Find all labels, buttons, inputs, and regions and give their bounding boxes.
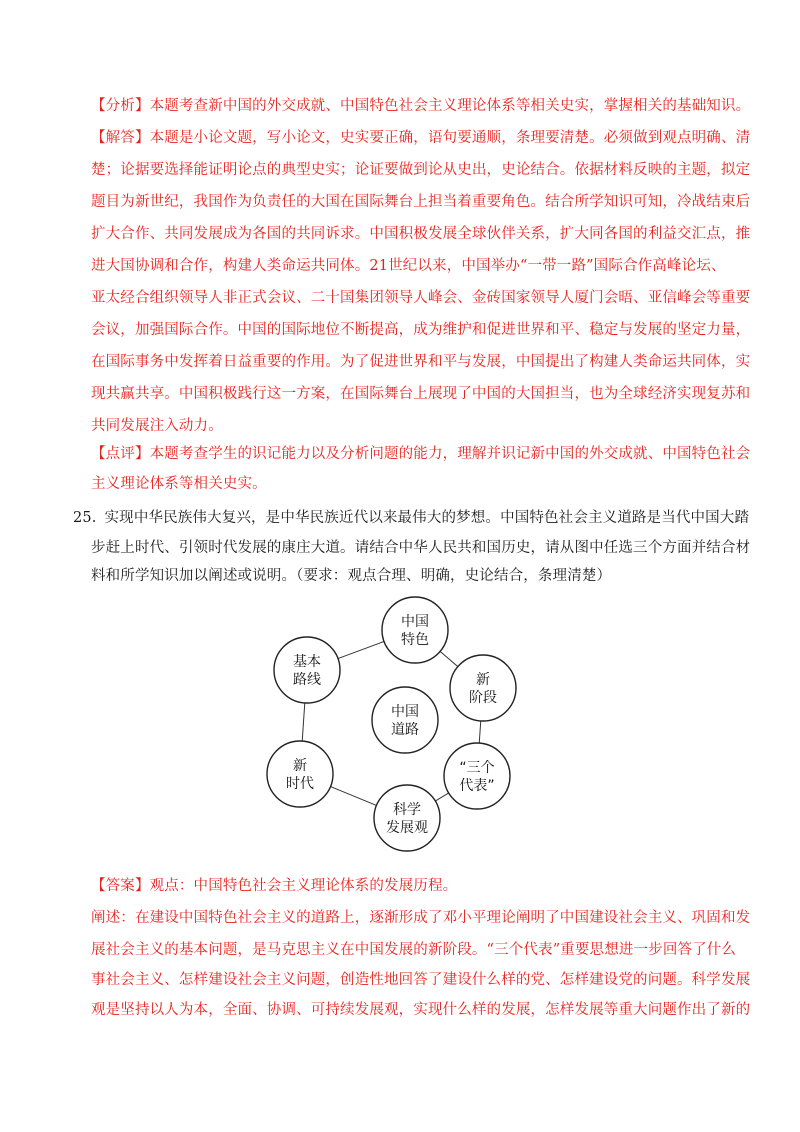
theory-circle-diagram <box>255 590 525 860</box>
solution-line: 扩大合作、共同发展成为各国的共同诉求。中国积极发展全球伙伴关系，扩大同各国的利益交汇点，推 <box>91 226 751 242</box>
solution-line: 亚太经合组织领导人非正式会议、二十国集团领导人峰会、金砖国家领导人厦门会晤、亚信峰会等重要 <box>91 290 751 306</box>
solution-line: 进大国协调和合作，构建人类命运共同体。21世纪以来，中国举办“一带一路”国际合作高峰论坛、 <box>91 258 726 274</box>
answer-line: 观是坚持以人为本，全面、协调、可持续发展观，实现什么样的发展，怎样发展等重大问题作出了新的 <box>91 1002 751 1018</box>
solution-text: 本题是小论文题，写小论文，史实要正确，语句要通顺，条理要清楚。必须做到观点明确、清 <box>149 130 751 146</box>
node-circle <box>374 785 440 851</box>
solution-line: 会议，加强国际合作。中国的国际地位不断提高，成为维护和促进世界和平、稳定与发展的坚定力量， <box>91 322 751 338</box>
comment-text: 本题考查学生的识记能力以及分析问题的能力，理解并识记新中国的外交成就、中国特色社会 <box>149 446 751 462</box>
question-number: 25. <box>73 510 97 526</box>
analysis-tag: 【分析】 <box>91 98 150 114</box>
node-label: 阶段 <box>469 690 497 706</box>
connector-line <box>338 641 384 658</box>
analysis-text: 本题考查新中国的外交成就、中国特色社会主义理论体系等相关史实，掌握相关的基础知识。 <box>149 98 751 114</box>
question-line-0 <box>73 508 749 528</box>
node-label: 道路 <box>391 722 419 738</box>
comment-line-0 <box>91 444 750 464</box>
connector-line <box>440 651 458 666</box>
node-label: 特色 <box>401 632 429 648</box>
solution-tag: 【解答】 <box>91 130 150 146</box>
solution-line: 题目为新世纪，我国作为负责任的大国在国际舞台上担当着重要角色。结合所学知识可知，冷战结束后 <box>91 194 751 210</box>
comment-line: 主义理论体系等相关史实。 <box>91 476 267 492</box>
node-circle <box>267 741 333 807</box>
node-label: 路线 <box>293 672 321 688</box>
node-circle <box>444 743 510 809</box>
solution-line: 在国际事务中发挥着日益重要的作用。为了促进世界和平与发展，中国提出了构建人类命运共同体，实 <box>91 354 751 370</box>
connector-line <box>479 721 481 743</box>
answer-line: 展社会主义的基本问题，是马克思主义在中国发展的新阶段。“三个代表”重要思想进一步回答了什么 <box>91 942 737 958</box>
answer-viewpoint: 观点：中国特色社会主义理论体系的发展历程。 <box>149 878 458 894</box>
node-label: 科学 <box>393 802 421 818</box>
node-label: 发展观 <box>386 820 428 836</box>
question-line: 料和所学知识加以阐述或说明。（要求：观点合理、明确，史论结合，条理清楚） <box>91 568 612 584</box>
node-label: 中国 <box>391 704 419 720</box>
outer-node <box>267 741 333 807</box>
answer-line: 事社会主义、怎样建设社会主义问题，创造性地回答了建设什么样的党、怎样建设党的问题。科学发展 <box>91 972 751 988</box>
solution-line: 共同发展注入动力。 <box>91 418 223 434</box>
node-label: “三个 <box>459 760 495 776</box>
solution-line-0 <box>91 128 750 148</box>
node-circle <box>382 597 448 663</box>
connector-line <box>331 787 377 806</box>
outer-node <box>374 785 440 851</box>
solution-line: 现共赢共享。中国积极践行这一方案，在国际舞台上展现了中国的大国担当，也为全球经济实现复苏和 <box>91 386 751 402</box>
outer-node <box>444 743 510 809</box>
solution-line: 楚；论据要选择能证明论点的典型史实；论证要做到论从史出，史论结合。依据材料反映的主题，拟定 <box>91 162 751 178</box>
answer-line: 阐述：在建设中国特色社会主义的道路上，逐渐形成了邓小平理论阐明了中国建设社会主义、巩固和发 <box>91 910 751 926</box>
connector-line <box>302 703 305 741</box>
center-node <box>372 687 438 753</box>
node-circle <box>372 687 438 753</box>
node-circle <box>274 637 340 703</box>
connector-line <box>435 793 448 801</box>
node-label: 代表” <box>459 778 495 794</box>
answer-line-0 <box>91 876 457 896</box>
outer-node <box>382 597 448 663</box>
node-circle <box>450 655 516 721</box>
answer-tag: 【答案】 <box>91 878 150 894</box>
node-label: 基本 <box>293 654 321 670</box>
question-text: 实现中华民族伟大复兴，是中华民族近代以来最伟大的梦想。中国特色社会主义道路是当代中国大踏 <box>104 510 750 526</box>
outer-node <box>274 637 340 703</box>
question-line: 步赶上时代、引领时代发展的康庄大道。请结合中华人民共和国历史，请从图中任选三个方面并结合材 <box>91 540 751 556</box>
node-label: 新 <box>476 672 490 688</box>
node-label: 新 <box>293 758 307 774</box>
analysis-line <box>91 96 750 116</box>
node-label: 中国 <box>401 614 429 630</box>
outer-node <box>450 655 516 721</box>
comment-tag: 【点评】 <box>91 446 150 462</box>
node-label: 时代 <box>286 776 314 792</box>
